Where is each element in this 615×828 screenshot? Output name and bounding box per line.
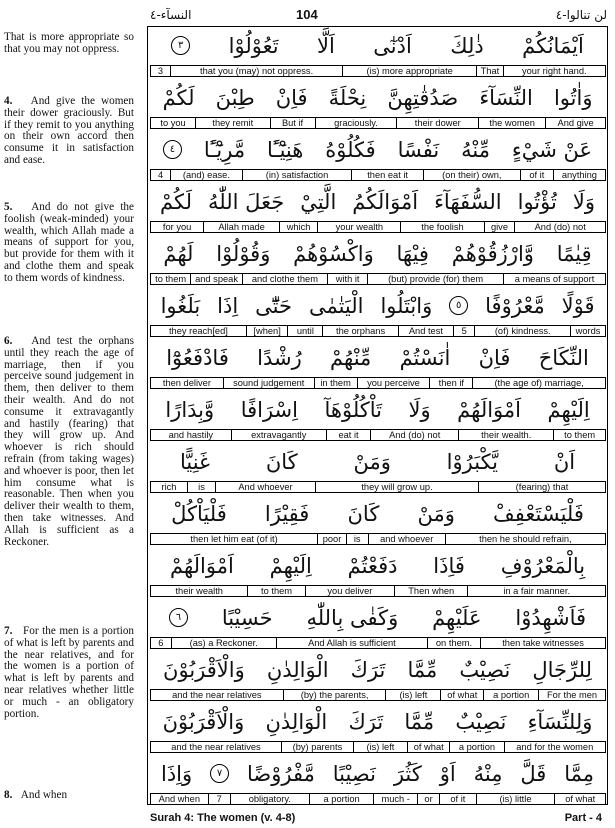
english-gloss-cell: their wealth: [150, 585, 248, 597]
english-gloss-cell: give: [484, 221, 516, 233]
english-gloss-cell: then let him eat (of it): [150, 533, 318, 545]
arabic-word: حَسِيْبًا: [221, 605, 273, 630]
english-gloss-cell: words: [570, 325, 606, 337]
arabic-line: [148, 443, 607, 480]
arabic-word: قِيٰمًا: [556, 241, 592, 266]
english-gloss-line: [150, 429, 605, 441]
arabic-word: لَهُمْ: [163, 241, 194, 266]
arabic-line: [148, 651, 607, 688]
english-gloss-cell: your right hand.: [503, 65, 606, 77]
verse-row: [148, 599, 607, 651]
arabic-word: مِّنْهُمْ: [330, 345, 372, 370]
english-gloss-cell: (fearing) that: [478, 481, 606, 493]
english-gloss-cell: to them: [553, 429, 606, 441]
english-gloss-cell: to you: [150, 117, 196, 129]
arabic-line: [148, 79, 607, 116]
arabic-word: طِبْنَ: [215, 85, 255, 110]
arabic-word: بَلَغُوا: [160, 293, 201, 318]
english-gloss-cell: is: [187, 481, 216, 493]
english-gloss-cell: (of) kindness.: [474, 325, 571, 337]
arabic-word: اَمْوَالَكُمُ: [352, 189, 419, 214]
english-gloss-cell: to them: [150, 273, 191, 285]
english-gloss-cell: (is) more appropriate: [342, 65, 477, 77]
english-gloss-cell: in them: [314, 377, 358, 389]
english-gloss-line: [150, 741, 605, 753]
english-gloss-cell: And Allah is sufficient: [276, 637, 428, 649]
arabic-word: وَلِلنِّسَآءِ: [527, 709, 593, 734]
arabic-word: فَلْيَاْكُلْ: [171, 501, 227, 526]
english-gloss-cell: (and) ease.: [170, 169, 242, 181]
english-gloss-cell: and clothe them: [242, 273, 328, 285]
arabic-word: هَنِيْٓـًٔا: [267, 137, 304, 162]
arabic-word: ذٰلِكَ: [450, 33, 484, 58]
commentary-verse-6: 6. And test the orphans until they reach the age of marriage, then if you perceive sound judgement in them, then deliver to them their wealth. And do not consume it extravagantly and hastily (fearing) that they will grow up. And whoever is rich should refrain (from taking wages) and whoever is poor, then let him consume what is reasonable. Then when you deliver their wealth to them, then take witnesses. And Allah is sufficient as a Reckoner.: [4, 335, 134, 548]
arabic-word: فَلْيَسْتَعْفِفْ: [493, 501, 584, 526]
english-gloss-cell: Allah made: [203, 221, 280, 233]
arabic-line: [148, 547, 607, 584]
arabic-word: اَوْ: [439, 761, 456, 786]
verse-row: [148, 131, 607, 183]
arabic-word: فَادْفَعُوْٓا: [166, 345, 229, 370]
verse-row: [148, 443, 607, 495]
english-gloss-cell: and for the women: [504, 741, 606, 753]
english-gloss-cell: then if: [429, 377, 473, 389]
english-gloss-cell: they will grow up.: [315, 481, 479, 493]
english-gloss-cell: And test: [398, 325, 454, 337]
english-gloss-cell: on them.: [427, 637, 481, 649]
arabic-word: وَاِذَا: [161, 761, 193, 786]
arabic-word: اَيْمَانُكُمْ: [522, 33, 584, 58]
english-gloss-line: [150, 221, 605, 233]
verse-row: [148, 651, 607, 703]
arabic-word: كَانَ: [347, 501, 380, 526]
english-gloss-cell: and the near relatives: [150, 741, 282, 753]
arabic-word: دَفَعْتُمْ: [347, 553, 398, 578]
arabic-word: لَكُمْ: [162, 85, 195, 110]
english-gloss-cell: And (do) not: [514, 221, 606, 233]
header-surah-arabic: النسآء-٤: [150, 8, 192, 22]
arabic-line: [148, 495, 607, 532]
english-gloss-line: [150, 689, 605, 701]
verse-row: [148, 547, 607, 599]
arabic-word: فَكُلُوْهُ: [325, 137, 376, 162]
english-gloss-cell: a means of support: [503, 273, 606, 285]
english-gloss-cell: or: [417, 793, 440, 805]
commentary-verse-7: 7. For the men is a portion of what is left by parents and the near relatives, and for the women is a portion of what is left by parents and near relatives whether little or much - an obligatory portion.: [4, 625, 135, 720]
arabic-word: نَصِيْبٌ: [455, 709, 507, 734]
arabic-word: تَرَكَ: [350, 657, 386, 682]
english-gloss-cell: anything: [553, 169, 606, 181]
english-gloss-cell: rich: [150, 481, 188, 493]
english-gloss-cell: 3: [150, 65, 171, 77]
english-gloss-cell: (by) parents: [281, 741, 354, 753]
arabic-word: حَتّٰٓى: [255, 293, 292, 318]
verse-row: [148, 287, 607, 339]
arabic-word: مِّمَّا: [407, 657, 438, 682]
ayah-number-marker: ٤: [163, 140, 182, 159]
english-gloss-cell: That: [476, 65, 503, 77]
english-gloss-cell: and the near relatives: [150, 689, 284, 701]
arabic-word: لَكُمْ: [160, 189, 193, 214]
commentary-verse-3: That is more appropriate so that you may not oppress.: [4, 31, 134, 55]
arabic-word: تَعُوْلُوْا: [228, 33, 279, 58]
english-gloss-cell: But if: [270, 117, 316, 129]
page-header: [0, 6, 615, 26]
arabic-word: اِذَا: [217, 293, 239, 318]
english-gloss-cell: graciously.: [315, 117, 398, 129]
arabic-word: النِّسَآءَ: [479, 85, 533, 110]
english-gloss-cell: For the men: [538, 689, 606, 701]
arabic-word: وَلَا: [408, 397, 431, 422]
arabic-word: وَمَنْ: [417, 501, 455, 526]
english-gloss-cell: for you: [150, 221, 204, 233]
english-gloss-cell: you deliver: [305, 585, 395, 597]
english-gloss-cell: and speak: [190, 273, 243, 285]
english-gloss-cell: And give: [545, 117, 606, 129]
english-gloss-cell: 4: [150, 169, 171, 181]
english-gloss-cell: And whoever: [215, 481, 316, 493]
page-footer: [150, 810, 608, 826]
arabic-word: وَابْتَلُوا: [380, 293, 433, 318]
english-gloss-cell: their wealth.: [458, 429, 554, 441]
english-gloss-cell: in a fair manner.: [467, 585, 606, 597]
arabic-word: صَدُقٰتِهِنَّ: [387, 85, 459, 110]
english-gloss-cell: with it: [327, 273, 368, 285]
english-gloss-line: [150, 637, 605, 649]
arabic-word: وَّارْزُقُوْهُمْ: [451, 241, 534, 266]
verse-row: [148, 183, 607, 235]
english-gloss-cell: (the age of) marriage,: [472, 377, 606, 389]
arabic-word: تَاْكُلُوْهَآ: [324, 397, 383, 422]
arabic-word: وَالْاَقْرَبُوْنَ: [162, 709, 245, 734]
arabic-word: كَانَ: [265, 449, 298, 474]
page-number: 104: [296, 7, 318, 22]
english-gloss-line: [150, 325, 605, 337]
arabic-word: تُؤْتُوا: [517, 189, 557, 214]
arabic-line: [148, 235, 607, 272]
english-gloss-cell: sound judgement: [223, 377, 315, 389]
arabic-word: مَّرِيْٓـًٔا: [203, 137, 246, 162]
english-gloss-line: [150, 169, 605, 181]
arabic-line: [148, 391, 607, 428]
english-gloss-cell: a portion: [483, 689, 539, 701]
english-gloss-cell: that you (may) not oppress.: [170, 65, 343, 77]
arabic-word: اِلَيْهِمْ: [547, 397, 590, 422]
arabic-line: [148, 339, 607, 376]
english-gloss-cell: until: [287, 325, 323, 337]
arabic-word: قَلَّ: [520, 761, 547, 786]
arabic-word: وَّبِدَارًا: [165, 397, 215, 422]
english-gloss-cell: poor: [317, 533, 347, 545]
arabic-word: مِنْهُ: [473, 761, 503, 786]
arabic-word: رُشْدًا: [257, 345, 302, 370]
english-gloss-cell: a portion: [309, 793, 375, 805]
english-gloss-cell: Then when: [394, 585, 468, 597]
english-gloss-cell: to them: [247, 585, 305, 597]
arabic-line: [148, 755, 607, 792]
footer-surah: Surah 4: The women (v. 4-8): [150, 812, 296, 824]
english-gloss-cell: a portion: [449, 741, 504, 753]
verse-row: [148, 235, 607, 287]
arabic-word: عَلَيْهِمْ: [432, 605, 482, 630]
english-gloss-cell: their dower: [396, 117, 479, 129]
arabic-word: اِسْرَافًا: [240, 397, 298, 422]
english-gloss-cell: obligatory.: [230, 793, 310, 805]
arabic-word: اِلَيْهِمْ: [269, 553, 312, 578]
arabic-word: وَالْاَقْرَبُوْنَ: [163, 657, 245, 682]
word-by-word-panel: [147, 26, 608, 805]
arabic-word: وَمَنْ: [353, 449, 391, 474]
ayah-number-marker: ٥: [449, 296, 468, 315]
arabic-word: غَنِيًّا: [179, 449, 211, 474]
arabic-line: [148, 599, 607, 636]
english-gloss-cell: much -: [373, 793, 417, 805]
arabic-line: [148, 287, 607, 324]
arabic-word: السُّفَهَآءَ: [434, 189, 502, 214]
ayah-number-marker: ٦: [169, 608, 188, 627]
arabic-word: مِّمَّا: [404, 709, 435, 734]
arabic-word: وَقُوْلُوْا: [216, 241, 271, 266]
english-gloss-cell: [when]: [246, 325, 289, 337]
english-gloss-cell: they remit: [195, 117, 270, 129]
arabic-word: نَصِيْبٌ: [459, 657, 511, 682]
commentary-verse-8: 8. And when: [4, 789, 68, 801]
english-gloss-cell: which: [279, 221, 318, 233]
arabic-line: [148, 703, 607, 740]
arabic-word: الْيَتٰمٰى: [308, 293, 364, 318]
english-gloss-cell: (is) little: [476, 793, 556, 805]
verse-row: [148, 703, 607, 755]
ayah-number-marker: ٧: [210, 764, 229, 783]
english-gloss-cell: And when: [150, 793, 209, 805]
ayah-number-marker: ٣: [171, 36, 190, 55]
english-gloss-line: [150, 793, 605, 805]
verse-row: [148, 755, 607, 807]
arabic-word: اَلَّا: [317, 33, 335, 58]
arabic-word: النِّكَاحَ: [538, 345, 589, 370]
english-gloss-cell: and hastily: [150, 429, 232, 441]
arabic-line: [148, 131, 607, 168]
arabic-word: فَاَشْهِدُوْا: [515, 605, 587, 630]
english-gloss-cell: of it: [520, 169, 554, 181]
english-gloss-cell: 7: [208, 793, 231, 805]
english-gloss-cell: of what: [554, 793, 606, 805]
english-gloss-cell: (by) the parents,: [283, 689, 387, 701]
arabic-word: فَاِنْ: [478, 345, 511, 370]
english-gloss-cell: and whoever: [368, 533, 446, 545]
english-gloss-cell: (in) satisfaction: [242, 169, 353, 181]
arabic-word: اَنْ: [553, 449, 576, 474]
arabic-word: نِحْلَةً: [328, 85, 367, 110]
english-gloss-line: [150, 273, 605, 285]
english-gloss-cell: the women: [478, 117, 546, 129]
english-gloss-cell: your wealth: [317, 221, 401, 233]
english-gloss-cell: eat it: [326, 429, 371, 441]
arabic-word: اَمْوَالَهُمْ: [457, 397, 521, 422]
arabic-word: مَّعْرُوْفًا: [485, 293, 545, 318]
verse-row: [148, 79, 607, 131]
arabic-word: وَلَا: [572, 189, 595, 214]
footer-part: Part - 4: [564, 812, 602, 824]
arabic-word: لِلرِّجَالِ: [532, 657, 592, 682]
arabic-word: الَّتِيْ: [300, 189, 337, 214]
arabic-word: جَعَلَ اللّٰهُ: [208, 189, 285, 214]
arabic-word: اَدْنٰٓى: [373, 33, 412, 58]
english-gloss-cell: then take witnesses: [480, 637, 606, 649]
arabic-word: الْوَالِدٰنِ: [266, 657, 329, 682]
arabic-word: قَوْلًا: [561, 293, 595, 318]
arabic-word: فَاِنْ: [275, 85, 308, 110]
english-gloss-cell: they reach[ed]: [150, 325, 247, 337]
arabic-line: [148, 27, 607, 64]
header-juz-arabic: لن تنالوا-٤: [555, 8, 607, 22]
arabic-word: مَّفْرُوْضًا: [247, 761, 315, 786]
english-gloss-cell: (on their) own,: [423, 169, 521, 181]
arabic-word: بِالْمَعْرُوْفِ: [500, 553, 586, 578]
commentary-verse-4: 4. And give the women their dower graciously. But if they remit to you anything on their own accord then consume it in satisfaction and ease.: [4, 95, 134, 166]
arabic-word: وَكَفٰى بِاللّٰهِ: [306, 605, 399, 630]
verse-row: [148, 27, 607, 79]
arabic-word: يَّكْبَرُوْا: [446, 449, 499, 474]
english-gloss-line: [150, 481, 605, 493]
arabic-word: نَصِيْبًا: [332, 761, 376, 786]
english-gloss-cell: of it: [439, 793, 476, 805]
commentary-verse-5: 5. And do not give the foolish (weak-minded) your wealth, which Allah made a means of support for you, but provide for them with it and clothe them and speak to them words of kindness.: [4, 201, 134, 284]
arabic-word: مِمَّا: [564, 761, 595, 786]
arabic-word: فِيْهَا: [396, 241, 429, 266]
arabic-word: وَاٰتُوا: [553, 85, 593, 110]
english-gloss-cell: is: [346, 533, 369, 545]
english-gloss-cell: the orphans: [322, 325, 399, 337]
arabic-word: فَاِذَا: [433, 553, 465, 578]
english-gloss-line: [150, 533, 605, 545]
english-gloss-cell: then eat it: [351, 169, 423, 181]
arabic-word: مِّنْهُ: [461, 137, 490, 162]
arabic-word: نَفْسًا: [397, 137, 440, 162]
arabic-word: اٰنَسْتُمْ: [399, 345, 451, 370]
english-gloss-line: [150, 377, 605, 389]
english-gloss-cell: (but) provide (for) them: [367, 273, 504, 285]
english-gloss-cell: 5: [453, 325, 475, 337]
arabic-word: كَثُرَ: [393, 761, 422, 786]
english-gloss-cell: the foolish: [400, 221, 484, 233]
english-gloss-cell: of what: [440, 689, 484, 701]
english-gloss-cell: then deliver: [150, 377, 224, 389]
english-gloss-cell: of what: [407, 741, 450, 753]
arabic-word: تَرَكَ: [348, 709, 384, 734]
english-gloss-cell: (is) left: [353, 741, 408, 753]
english-gloss-cell: then he should refrain,: [445, 533, 606, 545]
arabic-word: اَمْوَالَهُمْ: [169, 553, 234, 578]
english-gloss-cell: extravagantly: [231, 429, 327, 441]
arabic-line: [148, 183, 607, 220]
english-gloss-cell: And (do) not: [370, 429, 459, 441]
arabic-word: فَقِيْرًا: [264, 501, 310, 526]
arabic-word: وَاكْسُوْهُمْ: [293, 241, 374, 266]
arabic-word: الْوَالِدٰنِ: [265, 709, 328, 734]
verse-row: [148, 339, 607, 391]
english-gloss-line: [150, 585, 605, 597]
english-gloss-cell: 6: [150, 637, 172, 649]
verse-row: [148, 391, 607, 443]
arabic-word: عَنْ شَيْءٍ: [511, 137, 593, 162]
english-gloss-cell: (as) a Reckoner.: [171, 637, 277, 649]
english-gloss-line: [150, 117, 605, 129]
english-gloss-cell: (is) left: [385, 689, 441, 701]
english-gloss-line: [150, 65, 605, 77]
english-gloss-cell: you perceive: [357, 377, 431, 389]
verse-row: [148, 495, 607, 547]
